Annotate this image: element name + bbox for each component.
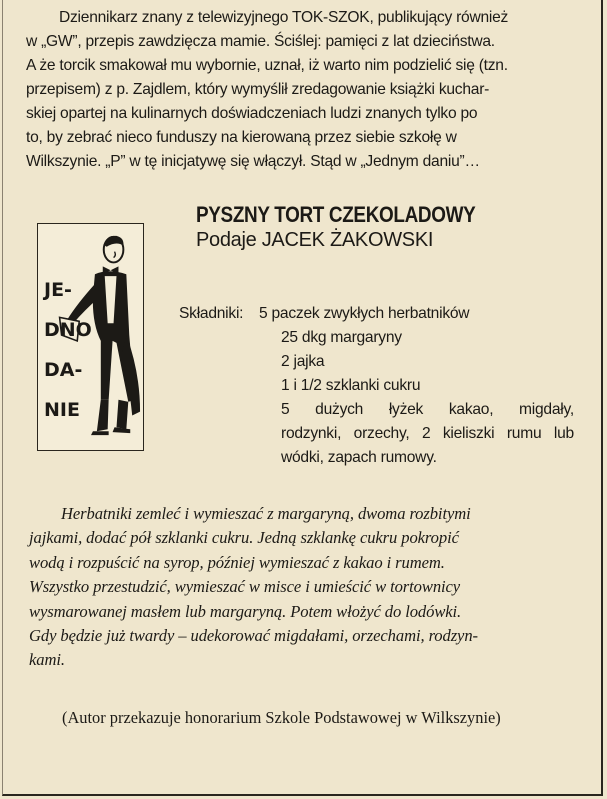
logo-letter-row: DA- — [44, 359, 83, 381]
intro-line: skiej opartej na kulinarnych doświadczeniach ludzi znanych tylko po — [26, 105, 478, 122]
intro-paragraph — [26, 6, 592, 174]
author-note: (Autor przekazuje honorarium Szkole Podstawowej w Wilkszynie) — [62, 708, 501, 727]
intro-line: A że torcik smakował mu wybornie, uznał, iż warto nim podzielić się (tzn. — [26, 57, 508, 74]
method-line: kami. — [29, 650, 65, 670]
ingredient-word: rumu — [506, 425, 542, 442]
ingredient-word: 2 — [421, 425, 431, 442]
ingredient-word: lub — [553, 425, 574, 442]
logo-letter-row: DNO — [44, 319, 92, 341]
ingredients-list — [259, 302, 574, 470]
jedno-danie-logo — [37, 223, 144, 451]
ingredient-word: 5 — [281, 401, 290, 418]
recipe-byline: Podaje JACEK ŻAKOWSKI — [196, 229, 434, 251]
method-line: wodą i rozpuścić na syrop, później wymieszać z kakao i rumem. — [29, 552, 445, 572]
ingredient-word: dużych — [315, 401, 364, 418]
ingredient-item-continued — [281, 422, 574, 446]
ingredients-label: Składniki: — [179, 305, 244, 322]
ingredient-item: 2 jajka — [281, 353, 325, 370]
method-line: Wszystko przestudzić, wymieszać w misce i umieścić w tortownicy — [29, 577, 461, 597]
intro-line: w „GW”, przepis zawdzięcza mamie. Ściślej: pamięci z lat dzieciństwa. — [26, 33, 495, 50]
ingredient-word: orzechy, — [353, 425, 410, 442]
method-line: jajkami, dodać pół szklanki cukru. Jedną szklankę cukru pokropić — [29, 528, 459, 548]
logo-lettering — [44, 270, 94, 430]
intro-line: to, by zebrać nieco funduszy na kierowaną przez siebie szkołę w — [26, 129, 457, 146]
ingredient-item-continued: wódki, zapach rumowy. — [281, 449, 437, 466]
recipe-title: PYSZNY TORT CZEKOLADOWY — [196, 202, 476, 227]
intro-line: Wilkszynie. „P” w tę inicjatywę się włączył. Stąd w „Jednym daniu”… — [26, 153, 480, 170]
logo-letter-row: JE- — [44, 279, 72, 301]
method-line: Gdy będzie już twardy – udekorować migdałami, orzechami, rodzyn- — [29, 626, 478, 646]
ingredient-word: łyżek — [388, 401, 424, 418]
method-paragraph — [29, 502, 577, 673]
ingredient-item: 25 dkg margaryny — [281, 329, 402, 346]
ingredient-item: 1 i 1/2 szklanki cukru — [281, 377, 421, 394]
ingredient-word: migdały, — [519, 401, 574, 418]
ingredient-word: kakao, — [448, 401, 494, 418]
method-line: Herbatniki zemleć i wymieszać z margaryną, dwoma rozbitymi — [61, 504, 471, 523]
intro-line: przepisem) z p. Zajdlem, który wymyślił zredagowanie książki kuchar- — [26, 81, 490, 98]
logo-letter-row: NIE — [44, 399, 80, 421]
intro-line: Dziennikarz znany z telewizyjnego TOK-SZOK, publikujący również — [59, 9, 509, 26]
ingredient-word: rodzynki, — [281, 425, 342, 442]
ingredient-word: kieliszki — [442, 425, 495, 442]
recipe-header — [196, 202, 521, 252]
method-line: wysmarowanej masłem lub margaryną. Potem włożyć do lodówki. — [29, 601, 462, 621]
ingredient-item — [281, 398, 574, 422]
ingredient-item: 5 paczek zwykłych herbatników — [259, 305, 470, 322]
